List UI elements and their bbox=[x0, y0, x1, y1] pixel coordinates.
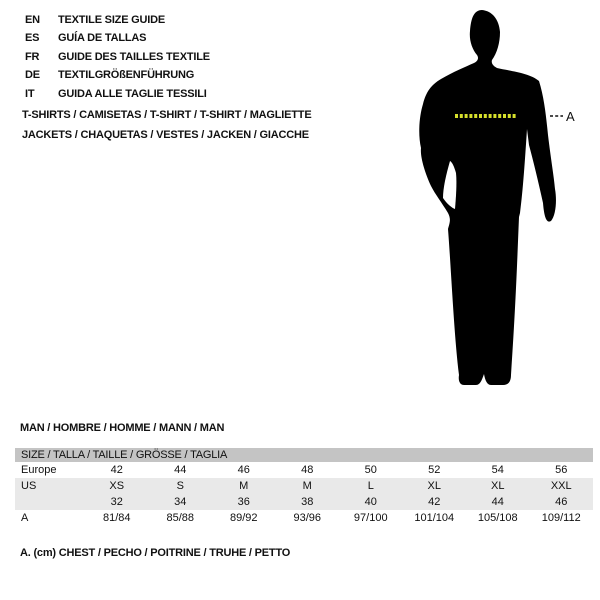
size-cell: 36 bbox=[237, 496, 250, 508]
size-cell: 101/104 bbox=[414, 512, 455, 524]
language-label: TEXTILGRÖßENFÜHRUNG bbox=[58, 69, 195, 82]
size-cell: XS bbox=[109, 480, 125, 492]
size-cell: XL bbox=[491, 480, 505, 492]
size-cell: 85/88 bbox=[166, 512, 195, 524]
table-row bbox=[15, 462, 593, 478]
size-cell: XXL bbox=[550, 480, 572, 492]
size-cell: 50 bbox=[364, 464, 377, 476]
size-cell: 44 bbox=[491, 496, 504, 508]
language-label: TEXTILE SIZE GUIDE bbox=[58, 14, 166, 26]
size-cell: M bbox=[302, 480, 312, 492]
man-silhouette bbox=[419, 10, 556, 385]
size-table-header: SIZE / TALLA / TAILLE / GRÖSSE / TAGLIA bbox=[15, 448, 593, 462]
row-label: US bbox=[21, 480, 37, 492]
language-guide-list bbox=[25, 11, 210, 103]
size-cell: L bbox=[367, 480, 374, 492]
category-jackets: JACKETS / CHAQUETAS / VESTES / JACKEN / GIACCHE bbox=[22, 128, 309, 141]
size-cell: 46 bbox=[237, 464, 250, 476]
measure-label-a: A bbox=[566, 109, 575, 124]
language-label: GUÍA DE TALLAS bbox=[58, 32, 147, 45]
size-cell: 48 bbox=[301, 464, 314, 476]
size-cell: 44 bbox=[174, 464, 187, 476]
language-label: GUIDA ALLE TAGLIE TESSILI bbox=[58, 87, 207, 100]
row-label bbox=[15, 494, 85, 510]
size-cell: 52 bbox=[428, 464, 441, 476]
language-row-fr bbox=[25, 48, 210, 66]
size-cell: 56 bbox=[555, 464, 568, 476]
table-row bbox=[15, 478, 593, 494]
size-cell: 81/84 bbox=[102, 512, 131, 524]
language-label: GUIDE DES TAILLES TEXTILE bbox=[58, 50, 210, 63]
size-cell: XL bbox=[427, 480, 441, 492]
section-title-man: MAN / HOMBRE / HOMME / MANN / MAN bbox=[20, 422, 225, 434]
size-table-body bbox=[15, 462, 593, 526]
size-cell: 34 bbox=[174, 496, 187, 508]
size-cell: 109/112 bbox=[541, 512, 581, 524]
language-row-en bbox=[25, 11, 210, 29]
size-cell: 42 bbox=[428, 496, 441, 508]
size-cell: 38 bbox=[301, 496, 314, 508]
table-row bbox=[15, 494, 593, 510]
size-cell: 40 bbox=[364, 496, 377, 508]
size-cell: 89/92 bbox=[229, 512, 258, 524]
size-cell: S bbox=[176, 480, 184, 492]
size-cell: 93/96 bbox=[293, 512, 322, 524]
size-cell: 54 bbox=[491, 464, 504, 476]
row-label: A bbox=[21, 512, 29, 524]
category-list bbox=[22, 106, 311, 145]
size-cell: 105/108 bbox=[477, 512, 518, 524]
language-code: FR bbox=[25, 50, 40, 63]
language-code: IT bbox=[25, 87, 35, 100]
size-cell: M bbox=[239, 480, 249, 492]
size-cell: 32 bbox=[110, 496, 123, 508]
measure-footnote: A. (cm) CHEST / PECHO / POITRINE / TRUHE / PETTO bbox=[20, 547, 291, 559]
man-silhouette-figure bbox=[398, 5, 578, 390]
size-cell: 97/100 bbox=[353, 512, 388, 524]
language-row-it bbox=[25, 85, 210, 103]
row-label: Europe bbox=[21, 464, 57, 476]
category-tshirts: T-SHIRTS / CAMISETAS / T-SHIRT / T-SHIRT / MAGLIETTE bbox=[22, 109, 312, 121]
size-cell: 42 bbox=[110, 464, 123, 476]
size-cell: 46 bbox=[555, 496, 568, 508]
language-code: DE bbox=[25, 69, 40, 82]
language-row-de bbox=[25, 66, 210, 84]
table-row bbox=[15, 510, 593, 526]
size-table bbox=[15, 448, 593, 526]
language-code: ES bbox=[25, 32, 40, 45]
language-row-es bbox=[25, 29, 210, 47]
language-code: EN bbox=[25, 14, 40, 26]
